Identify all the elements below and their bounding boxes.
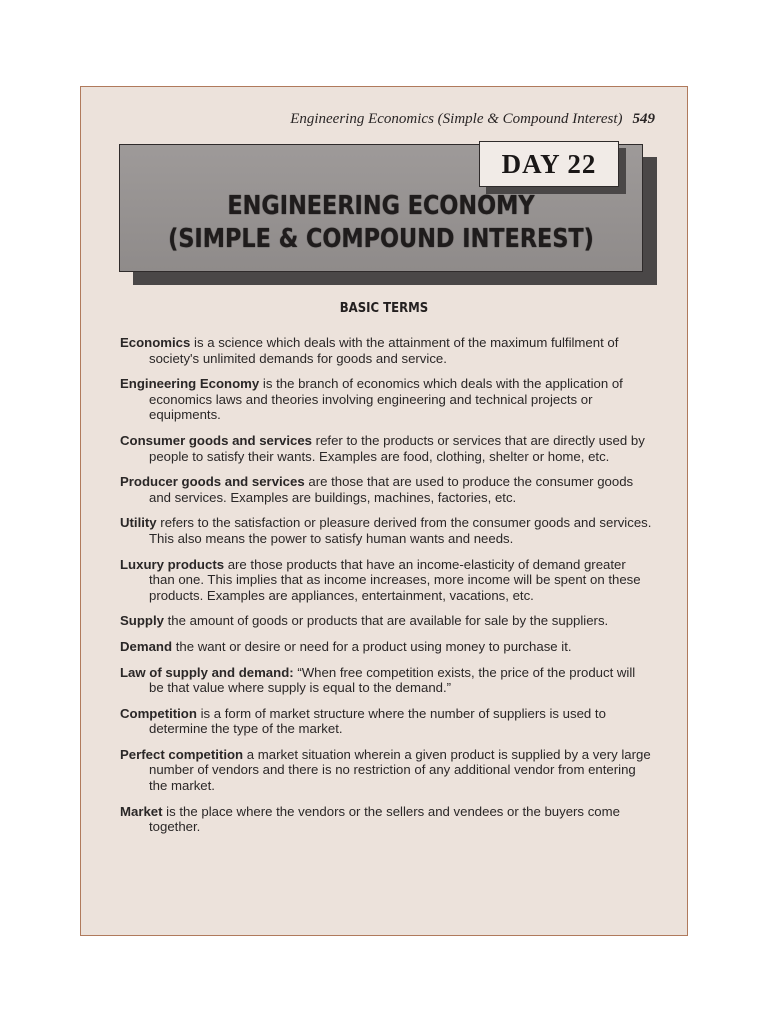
day-label: DAY 22 xyxy=(479,141,619,187)
term-entry xyxy=(120,474,652,505)
term-name: Producer goods and services xyxy=(120,474,305,490)
term-entry xyxy=(120,665,652,696)
term-definition: refers to the satisfaction or pleasure derived from the consumer goods and services. This also means the power to satisfy human wants and needs. xyxy=(149,515,652,546)
term-name: Competition xyxy=(120,705,197,721)
term-definition: is the branch of economics which deals with the application of economics laws and theories involving engineering and technical projects or equipments. xyxy=(149,376,623,423)
term-name: Utility xyxy=(120,515,157,531)
term-entry xyxy=(120,433,652,464)
term-name: Demand xyxy=(120,638,173,654)
term-name: Economics xyxy=(120,335,191,350)
page-number: 549 xyxy=(632,111,655,127)
term-definition: refer to the products or services that are directly used by people to satisfy their wants. Examples are food, clothing, shelter or home, etc. xyxy=(149,432,645,464)
chapter-title-line-1: ENGINEERING ECONOMY xyxy=(227,191,535,221)
term-entry xyxy=(120,515,652,546)
term-definition: the amount of goods or products that are available for sale by the suppliers. xyxy=(163,613,609,629)
term-definition: is a science which deals with the attainment of the maximum fulfilment of society's unlimited demands for goods and service. xyxy=(149,335,619,366)
term-name: Luxury products xyxy=(120,556,225,572)
term-name: Market xyxy=(120,803,163,819)
term-entry xyxy=(120,804,652,835)
term-name: Consumer goods and services xyxy=(120,432,313,448)
running-title: Engineering Economics (Simple & Compound Interest) xyxy=(290,111,623,127)
term-entry xyxy=(120,613,652,629)
term-name: Supply xyxy=(120,613,164,629)
term-definition: “When free competition exists, the price of the product will be that value where supply is equal to the demand.” xyxy=(149,664,636,696)
term-name: Perfect competition xyxy=(120,746,244,762)
chapter-title-line-2: (SIMPLE & COMPOUND INTEREST) xyxy=(168,224,594,254)
term-definition: is a form of market structure where the number of suppliers is used to determine the type of the market. xyxy=(149,705,606,737)
running-header xyxy=(81,111,655,128)
section-heading: BASIC TERMS xyxy=(339,301,429,316)
term-definition: the want or desire or need for a product using money to purchase it. xyxy=(172,638,572,654)
term-definition: is the place where the vendors or the sellers and vendees or the buyers come together. xyxy=(149,803,620,835)
term-definition: a market situation wherein a given product is supplied by a very large number of vendors and there is no restriction of any additional vendor from entering the market. xyxy=(149,746,651,794)
term-entry xyxy=(120,557,652,604)
term-entry xyxy=(120,639,652,655)
term-entry xyxy=(120,376,652,423)
chapter-title xyxy=(156,190,607,256)
term-definition: are those that are used to produce the consumer goods and services. Examples are buildings, machines, factories, etc. xyxy=(149,474,634,505)
term-entry xyxy=(120,706,652,737)
terms-list xyxy=(120,335,652,845)
term-definition: are those products that have an income-elasticity of demand greater than one. This implies that as income increases, more income will be spent on these products. Examples are appliances, entertainment, vacations, etc. xyxy=(149,556,641,603)
term-name: Engineering Economy xyxy=(120,376,260,392)
book-page xyxy=(80,86,688,936)
term-entry xyxy=(120,335,652,366)
term-name: Law of supply and demand: xyxy=(120,664,294,680)
term-entry xyxy=(120,747,652,794)
